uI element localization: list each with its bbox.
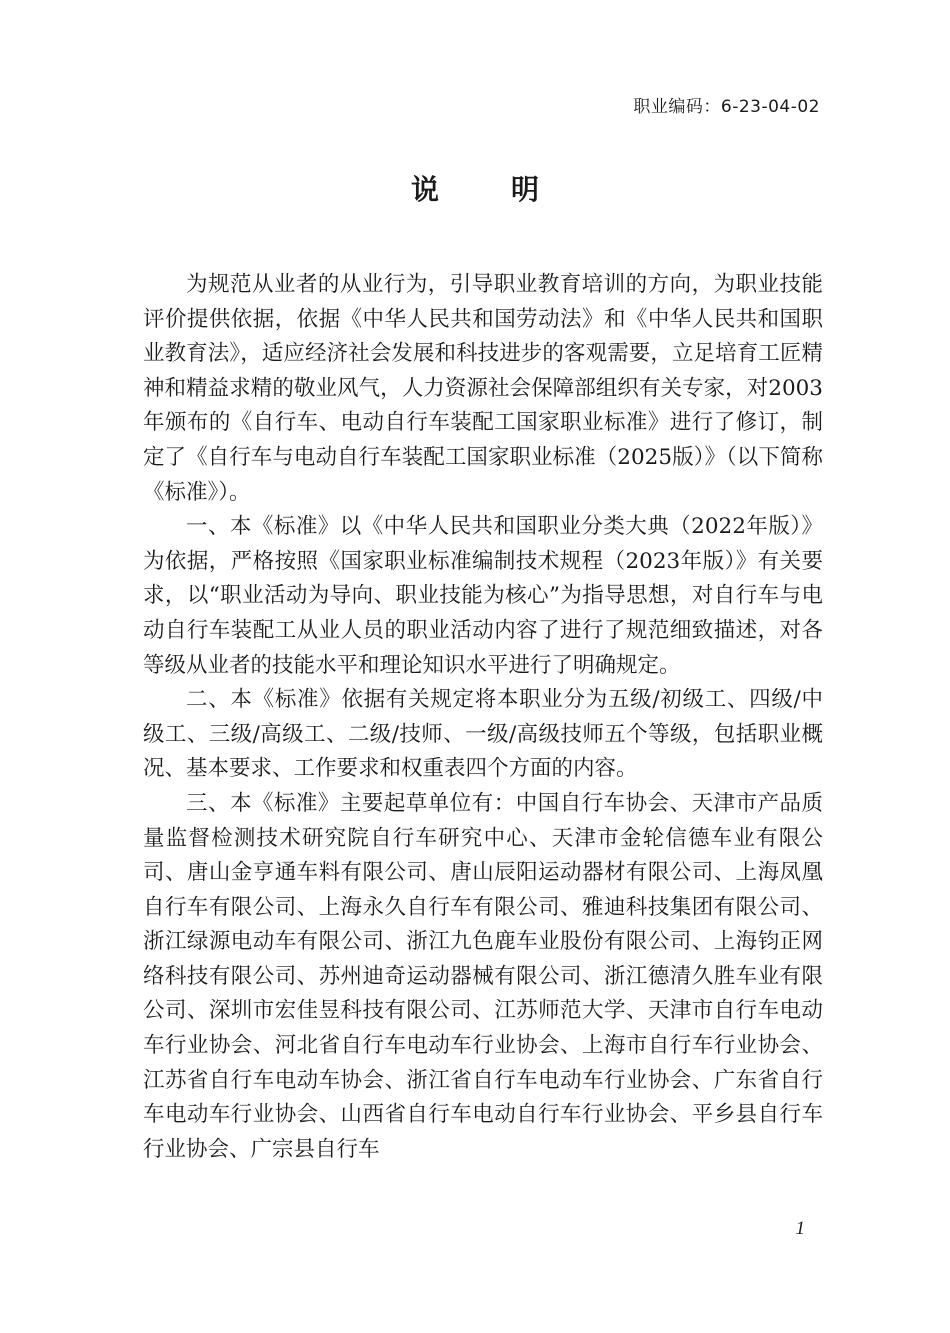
body-text xyxy=(143,268,823,1167)
paragraph-three: 三、本《标准》主要起草单位有：中国自行车协会、天津市产品质量监督检测技术研究院自行车研究中心、天津市金轮信德车业有限公司、唐山金亨通车料有限公司、唐山辰阳运动器材有限公司、上海凤凰自行车有限公司、上海永久自行车有限公司、雅迪科技集团有限公司、浙江绿源电动车有限公司、浙江九色鹿车业股份有限公司、上海钧正网络科技有限公司、苏州迪奇运动器械有限公司、浙江德清久胜车业有限公司、深圳市宏佳昱科技有限公司、江苏师范大学、天津市自行车电动车行业协会、河北省自行车电动车行业协会、上海市自行车行业协会、江苏省自行车电动车协会、浙江省自行车电动车行业协会、广东省自行车电动车行业协会、山西省自行车电动自行车行业协会、平乡县自行车行业协会、广宗县自行车 xyxy=(143,790,823,1162)
page-title: 说明 xyxy=(410,173,611,206)
occupation-code: 职业编码：6-23-04-02 xyxy=(633,97,820,117)
paragraph-intro: 为规范从业者的从业行为，引导职业教育培训的方向，为职业技能评价提供依据，依据《中华人民共和国劳动法》和《中华人民共和国职业教育法》，适应经济社会发展和科技进步的客观需要，立足培育工匠精神和精益求精的敬业风气，人力资源社会保障部组织有关专家，对2003年颁布的《自行车、电动自行车装配工国家职业标准》进行了修订，制定了《自行车与电动自行车装配工国家职业标准（2025版）》（以下简称《标准》）。 xyxy=(143,272,823,505)
page-number: 1 xyxy=(795,1218,805,1239)
paragraph-two: 二、本《标准》依据有关规定将本职业分为五级/初级工、四级/中级工、三级/高级工、二级/技师、一级/高级技师五个等级，包括职业概况、基本要求、工作要求和权重表四个方面的内容。 xyxy=(143,687,823,782)
paragraph-one: 一、本《标准》以《中华人民共和国职业分类大典（2022年版）》为依据，严格按照《国家职业标准编制技术规程（2023年版）》有关要求，以“职业活动为导向、职业技能为核心”为指导思想，对自行车与电动自行车装配工从业人员的职业活动内容了进行了规范细致描述，对各等级从业者的技能水平和理论知识水平进行了明确规定。 xyxy=(143,514,823,678)
